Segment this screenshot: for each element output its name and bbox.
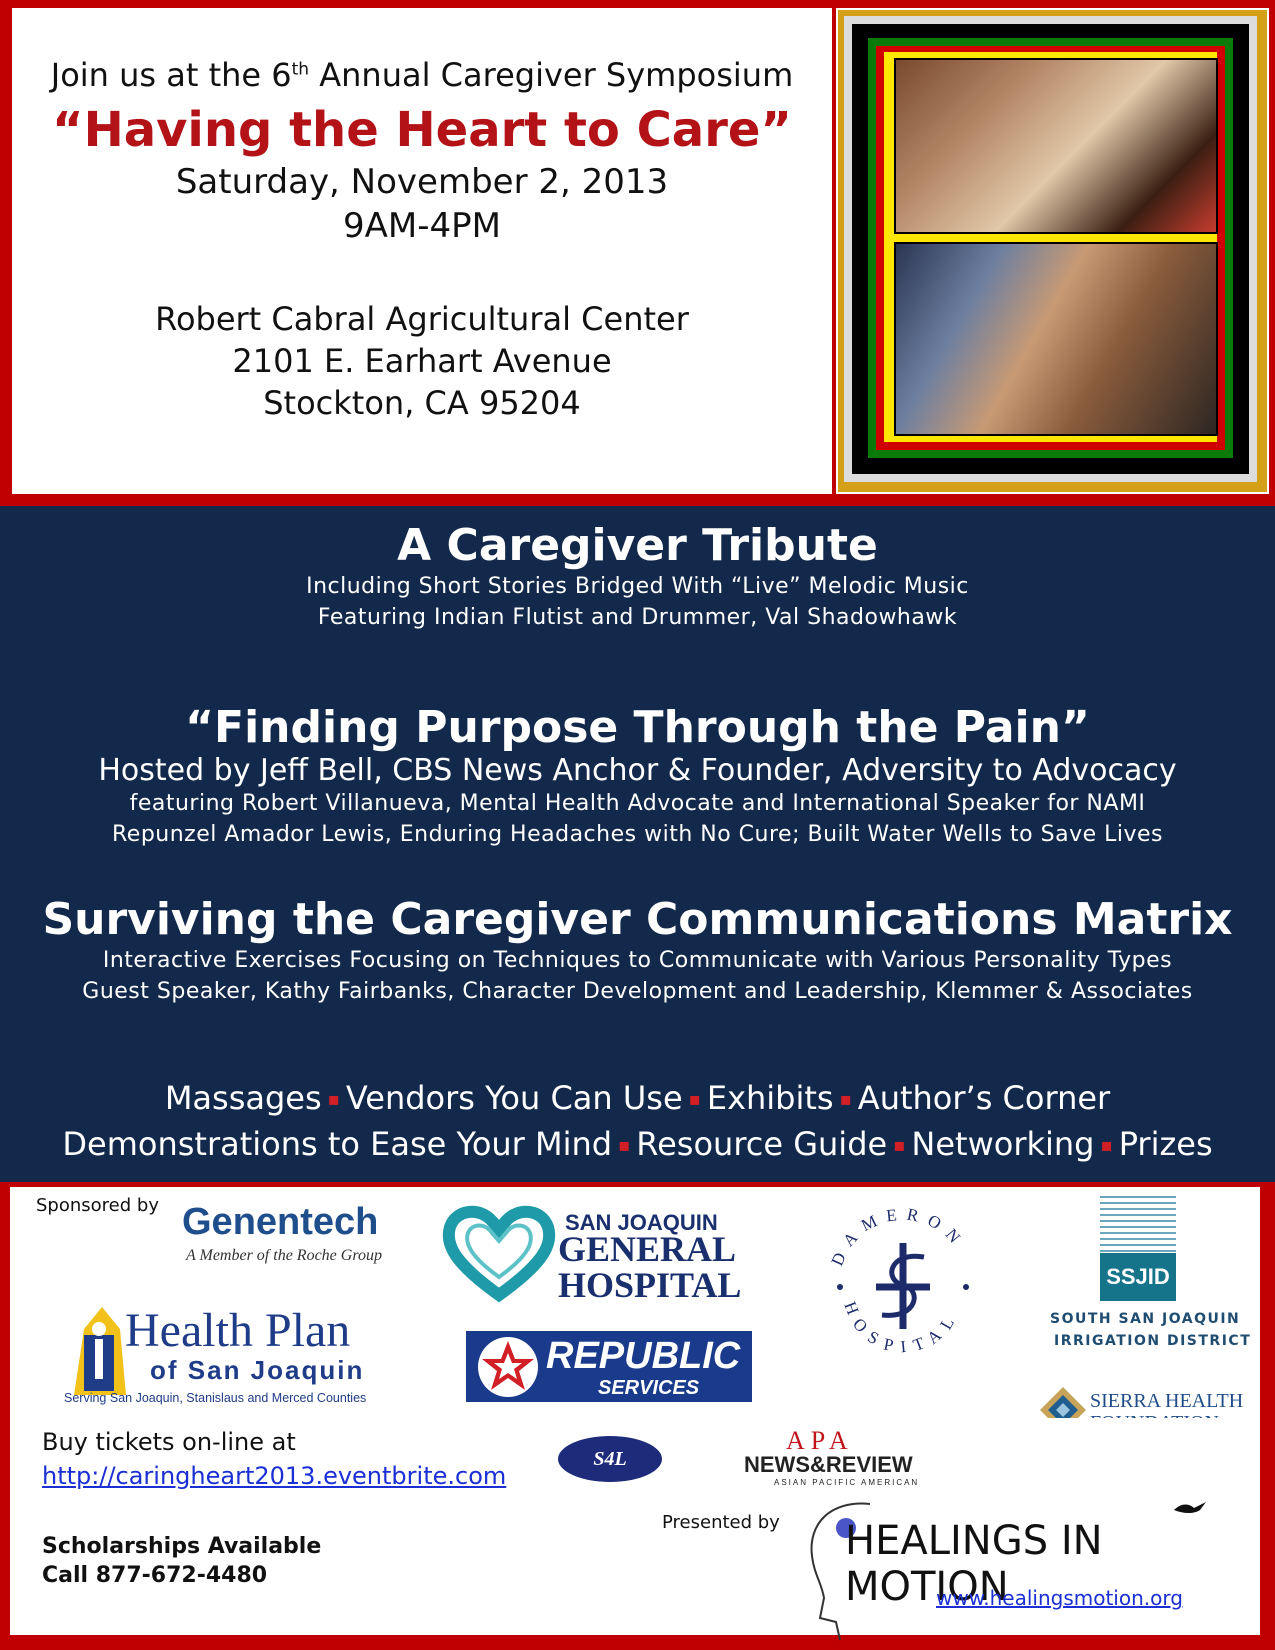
sjgh-line-1: SAN JOAQUIN (565, 1210, 718, 1235)
health-plan-logo: Health Plan (125, 1304, 351, 1357)
ssjid-waves-icon (1100, 1191, 1176, 1253)
republic-line-1: REPUBLIC (546, 1335, 741, 1377)
tribute-section (0, 520, 1275, 633)
venue-city: Stockton, CA 95204 (263, 384, 581, 422)
health-plan-tagline: Serving San Joaquin, Stanislaus and Merced Counties (64, 1391, 367, 1405)
purpose-line-1: featuring Robert Villanueva, Mental Health Advocate and International Speaker for NAMI (129, 791, 1146, 816)
ssjid-line-1: SOUTH SAN JOAQUIN (1050, 1311, 1241, 1327)
bullet-icon: ▪ (893, 1135, 906, 1156)
matrix-section (0, 894, 1275, 1007)
bullet-icon: ▪ (1100, 1135, 1113, 1156)
healings-in-motion-logo: HEALINGS IN MOTION (845, 1518, 1103, 1610)
sjgh-line-2: GENERAL (558, 1229, 737, 1269)
apa-news-review: NEWS&REVIEW (744, 1452, 913, 1477)
s4l-logo: S4L (558, 1436, 662, 1482)
ssjid-line-2: IRRIGATION DISTRICT (1054, 1333, 1252, 1349)
dameron-hospital-logo (814, 1195, 992, 1365)
genentech-tagline: A Member of the Roche Group (186, 1247, 382, 1264)
venue (12, 298, 832, 424)
tribute-line-1: Including Short Stories Bridged With “Live” Melodic Music (306, 574, 969, 599)
sierra-line-1: SIERRA HEALTH (1090, 1390, 1244, 1412)
headline: “Having the Heart to Care” (52, 102, 792, 158)
apa-tagline: ASIAN PACIFIC AMERICAN (774, 1478, 920, 1487)
venue-name: Robert Cabral Agricultural Center (155, 300, 689, 338)
join-suffix: Annual Caregiver Symposium (309, 56, 794, 94)
purpose-title: “Finding Purpose Through the Pain” (185, 702, 1090, 753)
purpose-section (0, 702, 1275, 850)
presenter-link[interactable]: www.healingsmotion.org (936, 1586, 1183, 1610)
apa-logo: APA (786, 1426, 854, 1455)
program-panel (0, 506, 1275, 1182)
venue-street: 2101 E. Earhart Avenue (232, 342, 612, 380)
event-time: 9AM-4PM (343, 206, 501, 246)
feature-item: Massages (164, 1079, 322, 1117)
features-row-1 (0, 1076, 1275, 1122)
sponsored-by-label: Sponsored by (36, 1195, 159, 1216)
photo-frame (836, 8, 1269, 494)
bullet-icon: ▪ (688, 1089, 701, 1110)
heart-hands-icon (440, 1203, 558, 1303)
health-plan-sub: of San Joaquin (150, 1355, 365, 1385)
tickets-link[interactable]: http://caringheart2013.eventbrite.com (42, 1462, 507, 1490)
caregiver-photo-2 (894, 242, 1218, 436)
feature-item: Demonstrations to Ease Your Mind (62, 1125, 613, 1163)
event-info (12, 8, 832, 424)
matrix-line-2: Guest Speaker, Kathy Fairbanks, Character Development and Leadership, Klemmer & Associates (82, 979, 1193, 1004)
features-row-2 (0, 1122, 1275, 1168)
bird-icon (1172, 1498, 1208, 1518)
genentech-logo: Genentech (182, 1201, 379, 1243)
feature-item: Resource Guide (636, 1125, 888, 1163)
join-prefix: Join us at the 6 (50, 56, 292, 94)
bullet-icon: ▪ (618, 1135, 631, 1156)
bullet-icon: ▪ (327, 1089, 340, 1110)
event-date: Saturday, November 2, 2013 (175, 162, 669, 202)
buy-tickets-text: Buy tickets on-line at (42, 1428, 296, 1456)
republic-line-2: SERVICES (598, 1377, 700, 1399)
bullet-icon: ▪ (839, 1089, 852, 1110)
purpose-line-2: Repunzel Amador Lewis, Enduring Headaches with No Cure; Built Water Wells to Save Lives (111, 822, 1164, 847)
matrix-line-1: Interactive Exercises Focusing on Techniques to Communicate with Various Personality Types (102, 948, 1173, 973)
presented-by-label: Presented by (662, 1512, 780, 1533)
join-line (12, 56, 832, 94)
ssjid-logo: SSJID (1100, 1253, 1176, 1301)
caregiver-photo-1 (894, 58, 1218, 234)
feature-item: Prizes (1118, 1125, 1213, 1163)
features-list (0, 1076, 1275, 1168)
join-sup: th (291, 59, 310, 80)
sjgh-line-3: HOSPITAL (558, 1265, 742, 1305)
purpose-host: Hosted by Jeff Bell, CBS News Anchor & Founder, Adversity to Advocacy (98, 753, 1177, 788)
feature-item: Networking (911, 1125, 1095, 1163)
scholarships-text: Scholarships Available (42, 1534, 322, 1559)
health-plan-figure-icon (68, 1299, 130, 1399)
feature-item: Vendors You Can Use (345, 1079, 683, 1117)
dameron-top-text: DAMERON (827, 1204, 970, 1269)
matrix-title: Surviving the Caregiver Communications Matrix (42, 894, 1233, 945)
feature-item: Author’s Corner (857, 1079, 1111, 1117)
call-number: Call 877-672-4480 (42, 1563, 268, 1588)
tribute-title: A Caregiver Tribute (397, 520, 878, 571)
dameron-bottom-text: HOSPITAL (840, 1298, 963, 1357)
tribute-line-2: Featuring Indian Flutist and Drummer, Val Shadowhawk (317, 605, 958, 630)
republic-star-icon (476, 1335, 540, 1399)
feature-item: Exhibits (706, 1079, 834, 1117)
